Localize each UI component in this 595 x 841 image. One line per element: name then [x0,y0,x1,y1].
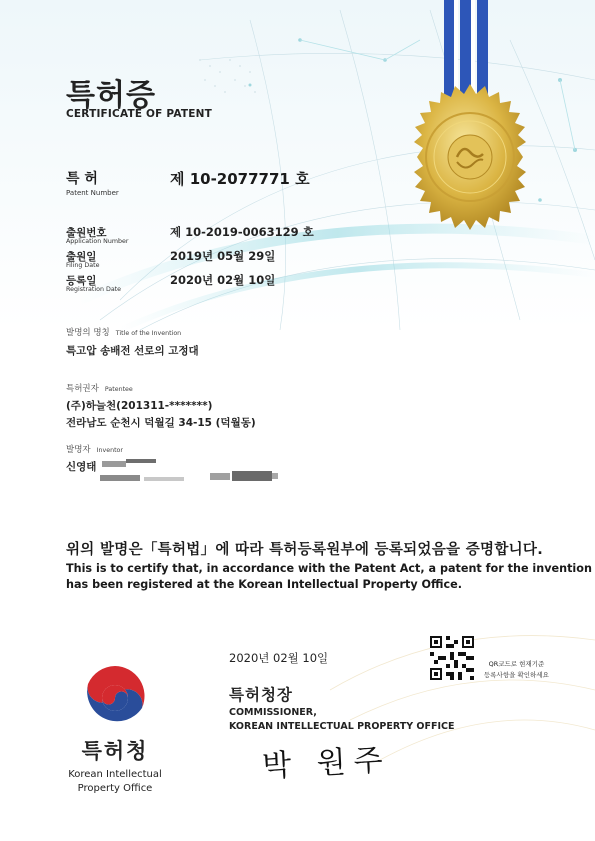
inventor-label-korean: 발명자 [66,445,91,455]
certification-statement-english [66,561,592,593]
registration-date-value: 2020년 02월 10일 [170,273,276,287]
qr-instruction-line-2: 등록사항을 확인하세요 [484,671,549,679]
certificate-title-korean: 특허증 [66,78,156,113]
certification-statement-english-line-1: This is to certify that, in accordance with the Patent Act, a patent for the invention [66,562,592,575]
patentee-address: 전라남도 순천시 덕월길 34-15 (덕월동) [66,417,256,429]
invention-title-label-english: Title of the Invention [115,330,182,337]
qr-code-icon[interactable] [430,636,474,680]
qr-instruction-line-1: QR코드로 현재기준 [488,660,545,668]
inventor-label [66,443,123,455]
patentee-label [66,382,133,394]
certification-statement-korean: 위의 발명은「특허법」에 따라 특허등록원부에 등록되었음을 증명합니다. [66,542,544,558]
issue-date: 2020년 02월 10일 [229,651,329,665]
invention-title-label [66,326,181,338]
commissioner-title-korean: 특허청장 [229,686,293,704]
patentee-label-korean: 특허권자 [66,384,99,394]
certificate-title-english: CERTIFICATE OF PATENT [66,108,212,120]
filing-date-value: 2019년 05월 29일 [170,249,276,263]
certification-statement-english-line-2: has been registered at the Korean Intellectual Property Office. [66,578,462,591]
redaction-marks [100,457,280,487]
commissioner-title-english-line-2: KOREAN INTELLECTUAL PROPERTY OFFICE [229,721,455,732]
inventor-label-english: Inventor [96,447,123,454]
qr-instruction [484,659,549,681]
application-number-label-english: Application Number [66,238,129,245]
commissioner-signature: 박 원주 [261,742,392,785]
gold-seal [395,82,545,232]
application-number-label: 출원번호 [66,227,107,239]
patent-number-label: 특 허 [66,171,98,187]
commissioner-title-english [229,706,454,734]
commissioner-title-english-line-1: COMMISSIONER, [229,707,317,718]
patentee-name: (주)하늘천(201311-*******) [66,400,213,412]
application-number-value: 제 10-2019-0063129 호 [170,225,314,239]
organization-name-english-line-2: Property Office [77,783,153,794]
patent-number-value: 제 10-2077771 호 [170,170,310,188]
filing-date-label-english: Filing Date [66,262,100,269]
organization-name-english-line-1: Korean Intellectual [68,769,162,780]
registration-date-label-english: Registration Date [66,286,122,293]
organization-name-english [60,768,170,796]
kipo-taegeuk-logo-icon [80,662,150,730]
patentee-label-english: Patentee [104,386,133,393]
inventor-name: 신영태 [66,461,97,473]
invention-title-label-korean: 발명의 명칭 [66,328,110,338]
patent-number-label-english: Patent Number [66,189,119,197]
organization-name-korean: 특허청 [81,739,149,763]
invention-title-value: 특고압 송배전 선로의 고정대 [66,345,199,357]
filing-date-label: 출원일 [66,251,97,263]
registration-date-label: 등록일 [66,275,97,287]
